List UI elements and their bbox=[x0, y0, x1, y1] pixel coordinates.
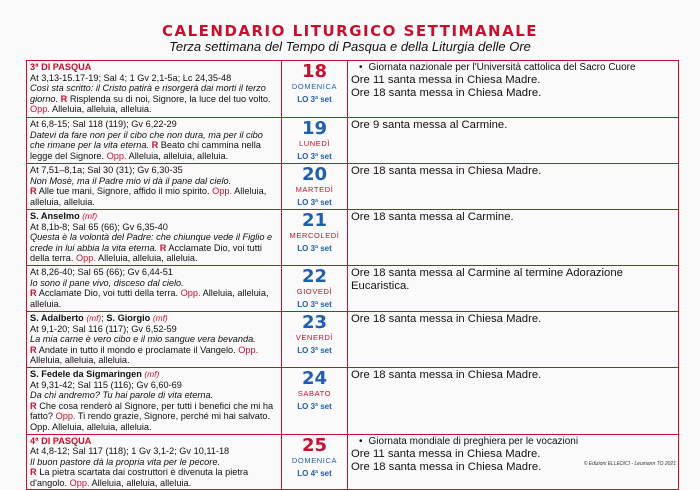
day-number: 21 bbox=[301, 210, 328, 231]
liturgy-cell bbox=[27, 164, 282, 210]
day-number: 24 bbox=[301, 367, 328, 389]
liturgy-antiphon: Da chi andremo? Tu hai parole di vita eterna. bbox=[30, 390, 214, 401]
day-cell bbox=[282, 118, 348, 164]
note-line: Ore 18 santa messa in Chiesa Madre. bbox=[351, 460, 542, 473]
liturgy-head: 4ª DI PASQUA bbox=[30, 435, 92, 446]
liturgy-response: Acclamate Dio, voi tutti della terra. bbox=[30, 242, 262, 264]
hours-week: LO 3ª set bbox=[297, 244, 332, 253]
table-row bbox=[27, 164, 679, 210]
liturgy-cell: S. Adalberto (mf); S. Giorgio (mf) At 9,1-20; Sal 116 (117); Gv 6,52-59 La mia carne è vero cibo e il mio sangue vera bevanda. R Andate in tutto il mondo e proclamate il Vangelo. Opp. Alleluia, alleluia, alleluia. bbox=[27, 311, 282, 367]
liturgy-antiphon: Il buon pastore dà la propria vita per le pecore. bbox=[30, 456, 220, 467]
day-cell bbox=[282, 367, 348, 434]
liturgy-tail: Alleluia, alleluia, alleluia. bbox=[30, 355, 130, 366]
liturgy-antiphon: Questa è la volontà del Padre: che chiunque vede il Figlio e crede in lui abbia la vita eterna. bbox=[30, 232, 273, 253]
liturgy-response: Alle tue mani, Signore, affido il mio spirito. bbox=[38, 186, 210, 197]
response-marker: R bbox=[151, 140, 159, 151]
hours-week: LO 3ª set bbox=[297, 95, 332, 104]
hours-week: LO 3ª set bbox=[297, 152, 332, 161]
liturgy-antiphon: Non Mosè, ma il Padre mio vi dà il pane dal cielo. bbox=[30, 175, 232, 186]
opp-label: Opp. bbox=[212, 186, 233, 197]
table-row bbox=[27, 265, 679, 311]
note-line: Ore 18 santa messa in Chiesa Madre. bbox=[351, 368, 542, 381]
saint-rank: (mf) bbox=[82, 211, 98, 221]
liturgy-response: Acclamate Dio, voi tutti della terra. bbox=[38, 288, 179, 299]
notice-bullet: • Giornata nazionale per l'Università cattolica del Sacro Cuore bbox=[351, 62, 675, 74]
table-row bbox=[27, 434, 679, 490]
liturgy-response: Andate in tutto il mondo e proclamate il Vangelo. bbox=[38, 344, 236, 355]
day-cell bbox=[282, 61, 348, 118]
liturgy-refs: At 3,13-15.17-19; Sal 4; 1 Gv 2,1-5a; Lc 24,35-48 bbox=[30, 72, 232, 83]
saint-name: S. Fedele da Sigmaringen bbox=[30, 368, 142, 379]
day-name: MARTEDÌ bbox=[295, 185, 334, 194]
copyright-footer: © Edizioni ELLEDICI - Leumann TO 2021 bbox=[583, 461, 676, 467]
day-name: SABATO bbox=[297, 388, 332, 398]
note-line: Ore 9 santa messa al Carmine. bbox=[351, 119, 508, 131]
liturgy-tail: Alleluia, alleluia, alleluia. bbox=[51, 104, 152, 115]
liturgy-cell bbox=[27, 118, 282, 164]
day-number: 25 bbox=[301, 434, 328, 456]
note-line: Ore 11 santa messa in Chiesa Madre. bbox=[351, 447, 541, 460]
liturgy-head: 3ª DI PASQUA bbox=[30, 62, 92, 72]
table-row bbox=[27, 210, 679, 266]
hours-week: LO 3ª set bbox=[297, 401, 332, 411]
saint-name: S. Adalberto bbox=[30, 312, 84, 323]
liturgy-cell bbox=[27, 434, 282, 490]
liturgy-antiphon: Datevi da fare non per il cibo che non dura, ma per il cibo che rimane per la vita eterna. bbox=[30, 129, 263, 151]
saint-rank: (mf) bbox=[86, 312, 102, 323]
saint-name: S. Anselmo bbox=[30, 211, 80, 221]
liturgy-cell bbox=[27, 367, 282, 434]
liturgy-refs: At 8,26-40; Sal 65 (66); Gv 6,44-51 bbox=[30, 266, 173, 277]
hours-week: LO 3ª set bbox=[297, 299, 332, 309]
liturgy-cell bbox=[27, 61, 282, 118]
opp-label: Opp. bbox=[75, 253, 96, 264]
saint-rank: (mf) bbox=[144, 368, 160, 379]
note-line: Ore 18 santa messa al Carmine. bbox=[351, 211, 514, 223]
day-name: DOMENICA bbox=[291, 82, 338, 91]
note-line: Ore 18 santa messa in Chiesa Madre. bbox=[351, 165, 542, 177]
hours-week: LO 4ª set bbox=[297, 468, 332, 478]
opp-label: Opp. bbox=[30, 104, 50, 115]
opp-label: Opp. bbox=[238, 344, 259, 355]
response-marker: R bbox=[30, 344, 37, 355]
liturgy-refs: At 9,31-42; Sal 115 (116); Gv 6,60-69 bbox=[30, 379, 182, 390]
notes-cell bbox=[348, 61, 679, 118]
table-row bbox=[27, 311, 679, 367]
liturgy-antiphon: Così sta scritto: il Cristo patirà e risorgerà dai morti il terzo giorno. bbox=[30, 83, 266, 104]
notes-cell bbox=[348, 367, 679, 434]
notes-cell bbox=[348, 210, 679, 266]
day-name: VENERDÌ bbox=[295, 332, 334, 342]
liturgy-refs: At 9,1-20; Sal 116 (117); Gv 6,52-59 bbox=[30, 323, 177, 334]
saint-name-2: S. Giorgio bbox=[106, 312, 151, 323]
liturgy-antiphon: La mia carne è vero cibo e il mio sangue vera bevanda. bbox=[30, 334, 256, 345]
notice-bullet: • Giornata mondiale di preghiera per le vocazioni bbox=[351, 436, 675, 448]
liturgy-antiphon: Io sono il pane vivo, disceso dal cielo. bbox=[30, 277, 184, 288]
note-line: Ore 18 santa messa al Carmine al termine Adorazione Eucaristica. bbox=[351, 266, 623, 293]
liturgy-refs: At 8,1b-8; Sal 65 (66); Gv 6,35-40 bbox=[30, 221, 168, 232]
day-number: 23 bbox=[301, 311, 328, 333]
note-line: Ore 18 santa messa in Chiesa Madre. bbox=[351, 87, 542, 100]
response-marker: R bbox=[30, 186, 37, 197]
notes-cell bbox=[348, 311, 679, 367]
liturgy-response: Risplenda su di noi, Signore, la luce del tuo volto. bbox=[69, 93, 271, 104]
liturgy-refs: At 7,51–8,1a; Sal 30 (31); Gv 6,30-35 bbox=[30, 165, 183, 175]
day-number: 19 bbox=[301, 118, 328, 139]
response-marker: R bbox=[30, 288, 37, 299]
day-cell bbox=[282, 434, 348, 490]
day-number: 18 bbox=[301, 61, 328, 82]
day-cell bbox=[282, 164, 348, 210]
liturgy-tail: Ti rendo grazie, Signore, perché mi hai salvato. Opp. Alleluia, alleluia, alleluia. bbox=[30, 411, 271, 432]
notes-cell bbox=[348, 265, 679, 311]
opp-label: Opp. bbox=[180, 288, 201, 299]
liturgy-response: Che cosa renderò al Signore, per tutti i benefici che mi ha fatto? bbox=[30, 400, 274, 422]
page-title: CALENDARIO LITURGICO SETTIMANALE bbox=[161, 22, 539, 40]
table-row bbox=[27, 118, 679, 164]
day-name: DOMENICA bbox=[291, 455, 338, 465]
hours-week: LO 3ª set bbox=[297, 345, 332, 355]
table-row bbox=[27, 367, 679, 434]
hours-week: LO 3ª set bbox=[297, 198, 332, 207]
liturgy-tail: Alleluia, alleluia, alleluia. bbox=[97, 253, 198, 264]
liturgy-refs: At 4,8-12; Sal 117 (118); 1 Gv 3,1-2; Gv 10,11-18 bbox=[30, 446, 230, 457]
liturgy-cell bbox=[27, 210, 282, 266]
response-marker: R bbox=[60, 93, 68, 104]
day-cell bbox=[282, 311, 348, 367]
response-marker: R bbox=[30, 400, 37, 411]
liturgy-response: La pietra scartata dai costruttori è divenuta la pietra d'angolo. bbox=[30, 467, 249, 488]
liturgy-tail: Alleluia, alleluia, alleluia. bbox=[91, 477, 192, 488]
table-row bbox=[27, 61, 679, 118]
notes-cell bbox=[348, 164, 679, 210]
liturgy-response: Beato chi cammina nella legge del Signore. bbox=[30, 140, 261, 161]
day-cell bbox=[282, 210, 348, 266]
note-line: Ore 11 santa messa in Chiesa Madre. bbox=[351, 74, 541, 86]
response-marker: R bbox=[30, 467, 37, 478]
day-name: LUNEDÌ bbox=[298, 139, 331, 148]
liturgy-refs: At 6,8-15; Sal 118 (119); Gv 6,22-29 bbox=[30, 119, 177, 129]
notes-cell bbox=[348, 118, 679, 164]
opp-label: Opp. bbox=[55, 411, 76, 422]
liturgy-tail: Alleluia, alleluia, alleluia. bbox=[30, 288, 269, 309]
note-line: Ore 18 santa messa in Chiesa Madre. bbox=[351, 312, 542, 325]
page-subtitle: Terza settimana del Tempo di Pasqua e della Liturgia delle Ore bbox=[169, 39, 531, 54]
liturgy-cell bbox=[27, 265, 282, 311]
day-name: GIOVEDÌ bbox=[296, 286, 333, 296]
liturgy-tail: Alleluia, alleluia, alleluia. bbox=[128, 150, 229, 161]
day-number: 22 bbox=[301, 265, 328, 287]
calendar-table bbox=[26, 60, 679, 490]
opp-label: Opp. bbox=[106, 150, 127, 161]
opp-label: Opp. bbox=[69, 477, 90, 488]
day-cell bbox=[282, 265, 348, 311]
day-number: 20 bbox=[301, 164, 328, 185]
liturgy-tail: Alleluia, alleluia, alleluia. bbox=[30, 186, 267, 207]
saint-rank-2: (mf) bbox=[152, 312, 168, 323]
response-marker: R bbox=[159, 242, 167, 253]
day-name: MERCOLEDÌ bbox=[289, 231, 340, 240]
